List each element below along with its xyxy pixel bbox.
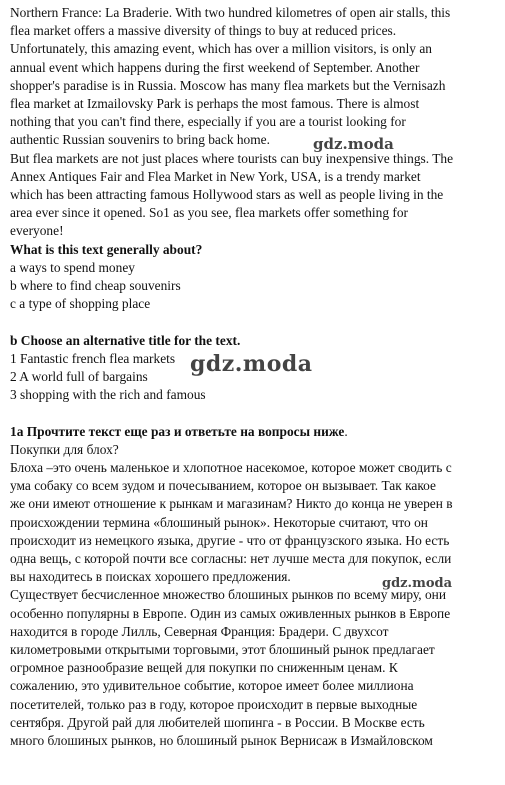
question-b-option: 3 shopping with the rich and famous: [10, 387, 206, 403]
text-line: находится в городе Лилль, Северная Франция: Брадери. С двухсот: [10, 623, 389, 639]
text-line: километровыми открытыми торговыми, этот блошиный рынок предлагает: [10, 642, 435, 658]
question-a-option: b where to find cheap souvenirs: [10, 278, 181, 294]
text-line: огромное разнообразие вещей для покупки по сниженным ценам. К: [10, 660, 398, 676]
text-line: which has been attracting famous Hollywood stars as well as people living in the: [10, 187, 444, 203]
spacer: [10, 404, 502, 422]
text-line: Существует бесчисленное множество блошиных рынков по всему миру, они: [10, 587, 447, 603]
english-paragraph-2: [10, 150, 502, 241]
question-a-title: What is this text generally about?: [10, 241, 203, 257]
text-line: ума собаку со всем зудом и почесыванием, которое он вызывает. Так какое: [10, 478, 436, 494]
question-b-title: b Choose an alternative title for the text.: [10, 332, 241, 348]
question-a-option: c a type of shopping place: [10, 296, 151, 312]
text-line: flea market at Izmailovsky Park is perhaps the most famous. There is almost: [10, 96, 420, 112]
russian-heading-tail: .: [344, 423, 348, 439]
russian-heading-bold: 1a Прочтите текст еще раз и ответьте на вопросы ниже: [10, 423, 345, 439]
text-line: происхождении термина «блошиный рынок». Некоторые считают, что он: [10, 514, 428, 530]
text-line: Annex Antiques Fair and Flea Market in New York, USA, is a trendy market: [10, 168, 421, 184]
text-line: посетителей, только раз в году, которое происходит в первые выходные: [10, 696, 418, 712]
question-a-option: a ways to spend money: [10, 259, 135, 275]
text-line: много блошиных рынков, но блошиный рынок Вернисаж в Измайловском: [10, 733, 433, 749]
text-line: everyone!: [10, 223, 64, 239]
text-line: shopper's paradise is in Russia. Moscow has many flea markets but the Vernisazh: [10, 77, 446, 93]
text-line: Блоха –это очень маленькое и хлопотное насекомое, которое может сводить с: [10, 460, 452, 476]
text-line: flea market offers a massive diversity of things to buy at reduced prices.: [10, 23, 397, 39]
watermark: gdz.moda: [313, 135, 394, 153]
text-line: area ever since it opened. So1 as you see, flea markets offer something for: [10, 205, 408, 221]
text-line: authentic Russian souvenirs to bring back home.: [10, 132, 270, 148]
text-line: особенно популярны в Европе. Один из самых оживленных рынков в Европе: [10, 605, 451, 621]
text-line: сожалению, это удивительное событие, которое имеет более миллиона: [10, 678, 414, 694]
document-page: [10, 4, 502, 750]
spacer: [10, 313, 502, 331]
watermark: gdz.moda: [190, 351, 313, 377]
question-b-option: 2 A world full of bargains: [10, 369, 148, 385]
text-line: annual event which happens during the first weekend of September. Another: [10, 59, 420, 75]
question-a: [10, 241, 502, 314]
text-line: вы находитесь в поисках хорошего предложения.: [10, 569, 291, 585]
russian-heading: [10, 423, 502, 441]
text-line: одна вещь, с которой почти все согласны: нет лучше места для покупок, если: [10, 551, 452, 567]
text-line: nothing that you can't find there, especially if you are a tourist looking for: [10, 114, 406, 130]
text-line: Northern France: La Braderie. With two hundred kilometres of open air stalls, this: [10, 5, 451, 20]
text-line: Unfortunately, this amazing event, which has over a million visitors, is only an: [10, 41, 432, 57]
text-line: же они имеют отношение к рынкам и магазинам? Никто до конца не уверен в: [10, 496, 453, 512]
text-line: происходит из немецкого языка, другие - что от французского языка. Но есть: [10, 532, 450, 548]
text-line: But flea markets are not just places where tourists can buy inexpensive things. The: [10, 150, 454, 166]
russian-subtitle: Покупки для блох?: [10, 441, 119, 457]
text-line: сентября. Другой рай для любителей шопинга - в России. В Москве есть: [10, 714, 425, 730]
question-b-option: 1 Fantastic french flea markets: [10, 350, 176, 366]
watermark: gdz.moda: [382, 576, 453, 591]
english-paragraph-1: [10, 4, 502, 150]
